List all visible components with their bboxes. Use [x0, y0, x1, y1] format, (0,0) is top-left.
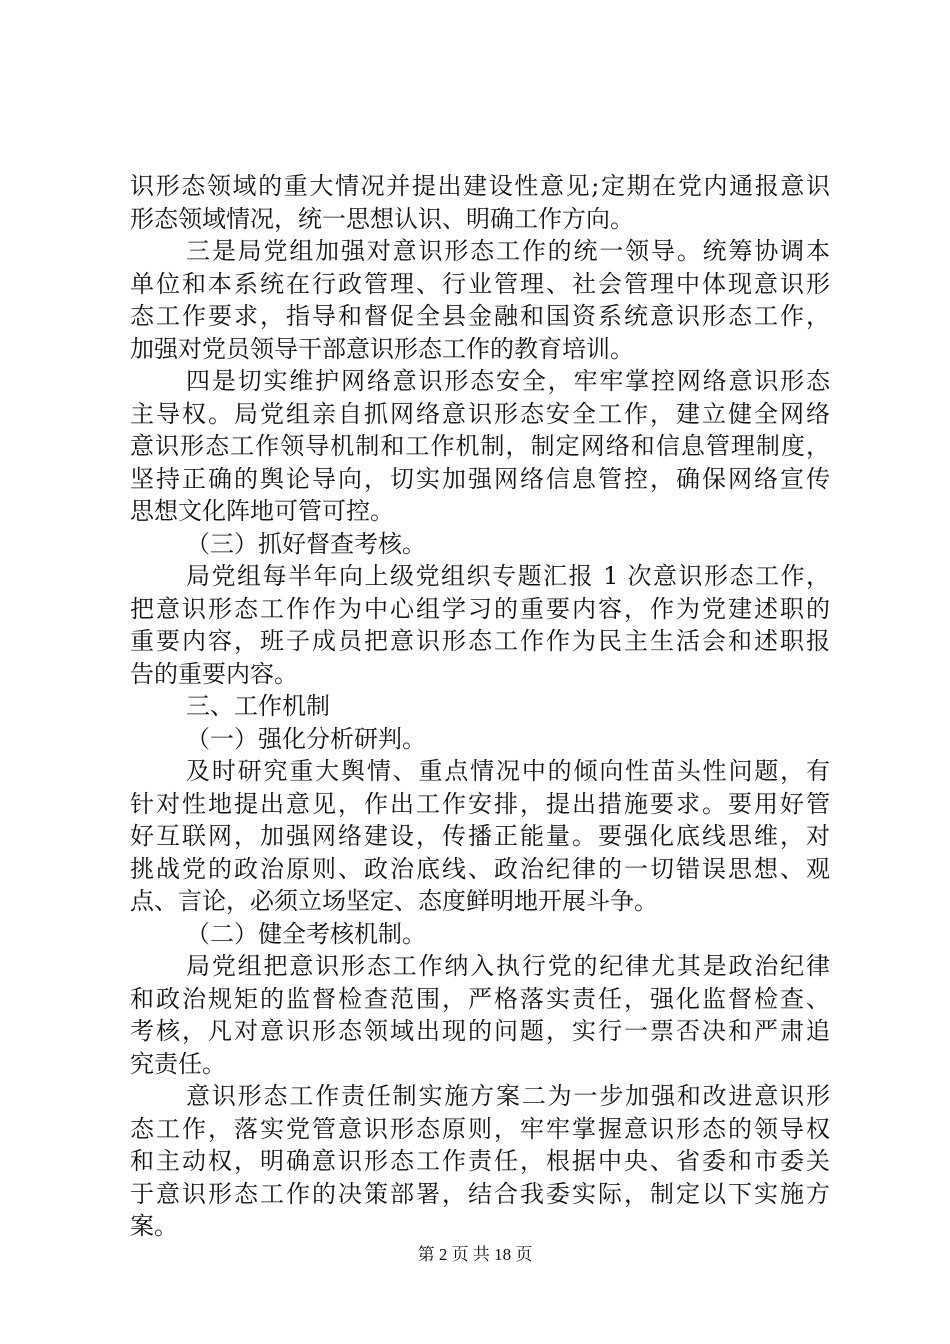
text-line: 识形态领域的重大情况并提出建设性意见;定期在党内通报意识: [130, 172, 830, 200]
text-line: 案。: [130, 1212, 178, 1240]
text-line: 局党组每半年向上级党组织专题汇报 1 次意识形态工作，: [186, 562, 830, 590]
text-line: 针对性地提出意见，作出工作安排，提出措施要求。要用好管: [130, 789, 830, 818]
text-line: 局党组把意识形态工作纳入执行党的纪律尤其是政治纪律: [186, 952, 830, 980]
text-line: （三）抓好督查考核。: [186, 529, 426, 558]
page-footer: 第 2 页 共 18 页: [417, 1245, 533, 1264]
text-line: 态工作要求，指导和督促全县金融和国资系统意识形态工作，: [130, 302, 830, 330]
text-line: 和政治规矩的监督检查范围，严格落实责任，强化监督检查、: [130, 984, 830, 1013]
text-line: 主导权。局党组亲自抓网络意识形态安全工作，建立健全网络: [130, 399, 830, 428]
text-line: （二）健全考核机制。: [186, 919, 426, 948]
text-line: 告的重要内容。: [130, 659, 298, 688]
text-line: 点、言论，必须立场坚定、态度鲜明地开展斗争。: [130, 887, 658, 915]
text-line: 考核，凡对意识形态领域出现的问题，实行一票否决和严肃追: [130, 1017, 830, 1045]
text-line: 形态领域情况，统一思想认识、明确工作方向。: [130, 204, 634, 233]
text-line: 及时研究重大舆情、重点情况中的倾向性苗头性问题，有: [186, 757, 830, 785]
text-line: 好互联网，加强网络建设，传播正能量。要强化底线思维，对: [130, 822, 830, 850]
text-line: 加强对党员领导干部意识形态工作的教育培训。: [130, 334, 634, 363]
text-line: 把意识形态工作作为中心组学习的重要内容，作为党建述职的: [130, 594, 830, 623]
text-line: 于意识形态工作的决策部署，结合我委实际，制定以下实施方: [130, 1179, 830, 1208]
text-line: 究责任。: [130, 1049, 226, 1078]
text-line: 重要内容，班子成员把意识形态工作作为民主生活会和述职报: [130, 627, 830, 655]
text-line: 和主动权，明确意识形态工作责任，根据中央、省委和市委关: [130, 1147, 830, 1175]
text-line: 意识形态工作责任制实施方案二为一步加强和改进意识形: [186, 1082, 830, 1110]
text-line: 四是切实维护网络意识形态安全，牢牢掌控网络意识形态: [186, 367, 830, 395]
text-line: 意识形态工作领导机制和工作机制，制定网络和信息管理制度，: [130, 432, 830, 460]
text-line: 单位和本系统在行政管理、行业管理、社会管理中体现意识形: [130, 269, 830, 298]
text-line: 挑战党的政治原则、政治底线、政治纪律的一切错误思想、观: [130, 854, 830, 883]
text-line: （一）强化分析研判。: [186, 724, 426, 753]
text-line: 三是局党组加强对意识形态工作的统一领导。统筹协调本: [186, 237, 830, 265]
text-line: 思想文化阵地可管可控。: [130, 497, 394, 525]
text-line: 态工作，落实党管意识形态原则，牢牢掌握意识形态的领导权: [130, 1114, 830, 1143]
document-body: [130, 170, 830, 1243]
text-line: 三、工作机制: [186, 692, 330, 720]
text-line: 坚持正确的舆论导向，切实加强网络信息管控，确保网络宣传: [130, 464, 830, 493]
